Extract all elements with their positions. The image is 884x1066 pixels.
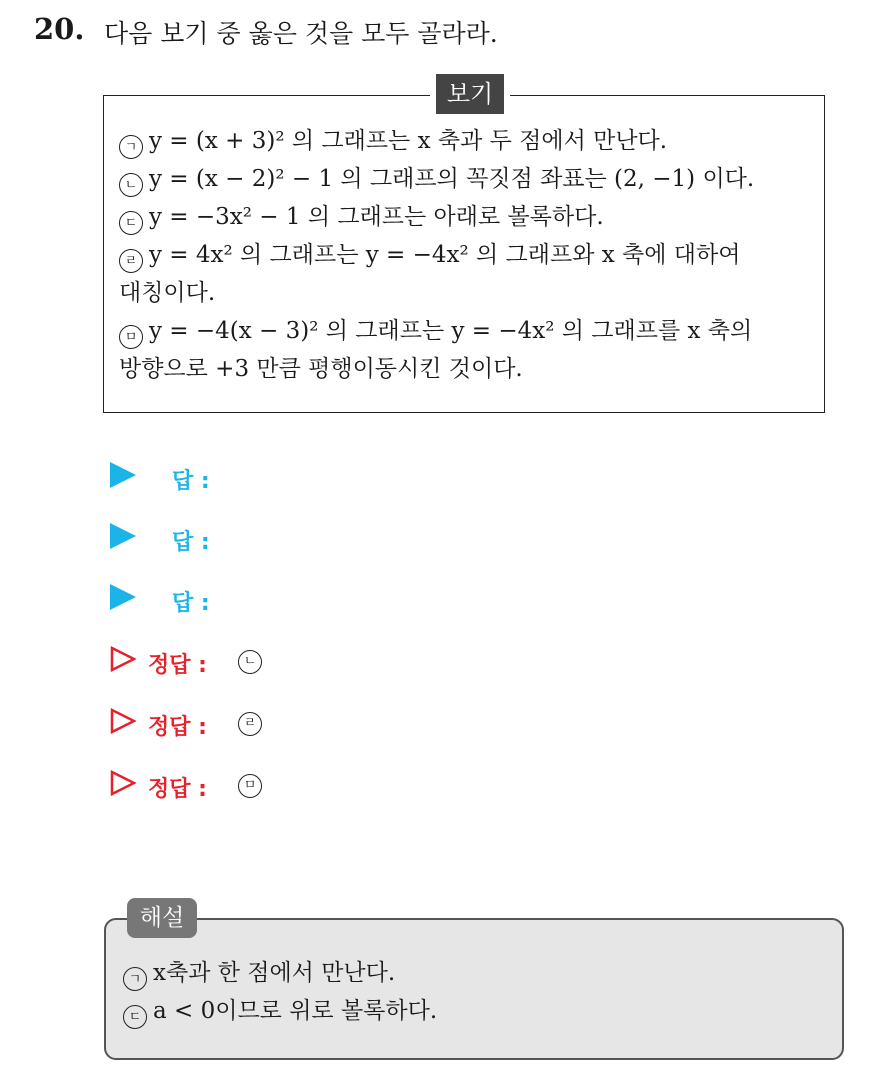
bogi-item-5: ㅁ y = −4(x − 3)² 의 그래프는 y = −4x² 의 그래프를 x 축의 <box>119 312 819 350</box>
answer-prompt-row <box>110 523 210 559</box>
correct-answer-label: 정답 : <box>148 777 207 802</box>
play-arrow-icon <box>110 462 136 488</box>
correct-answer-label: 정답 : <box>148 715 207 740</box>
outline-arrow-icon <box>110 708 136 734</box>
explanation-line: ㄷ a < 0이므로 위로 볼록하다. <box>123 992 437 1030</box>
bogi-item-3: ㄷ y = −3x² − 1 의 그래프는 아래로 볼록하다. <box>119 198 819 236</box>
answer-prompt-label: 답 : <box>172 591 210 616</box>
answer-prompt-label: 답 : <box>172 530 210 555</box>
explanation-lines <box>123 954 437 1030</box>
question-text: 다음 보기 중 옳은 것을 모두 골라라. <box>104 19 498 48</box>
bogi-item-4-cont: 대칭이다. <box>119 280 216 306</box>
correct-answer-row <box>110 708 257 744</box>
answer-prompt-row <box>110 584 210 620</box>
bogi-items <box>119 122 819 388</box>
bogi-item-1: ㄱ y = (x + 3)² 의 그래프는 x 축과 두 점에서 만난다. <box>119 122 819 160</box>
outline-arrow-icon <box>110 646 136 672</box>
bogi-label: 보기 <box>430 74 510 114</box>
symbol-giyeok-icon: ㄱ <box>119 135 143 159</box>
symbol-giyeok-icon: ㄱ <box>123 967 147 991</box>
explanation-label: 해설 <box>127 898 197 938</box>
correct-answer-label: 정답 : <box>148 653 207 678</box>
bogi-item-4: ㄹ y = 4x² 의 그래프는 y = −4x² 의 그래프와 x 축에 대하여 <box>119 236 819 274</box>
bogi-item-5-cont: 방향으로 +3 만큼 평행이동시킨 것이다. <box>119 356 523 382</box>
symbol-digeut-icon: ㄷ <box>119 211 143 235</box>
symbol-nieun-icon: ㄴ <box>119 173 143 197</box>
correct-answer-row <box>110 646 257 682</box>
answer-symbol-icon: ㄹ <box>238 712 262 736</box>
answer-symbol-icon: ㄴ <box>238 650 262 674</box>
symbol-rieul-icon: ㄹ <box>119 249 143 273</box>
correct-answer-row <box>110 770 257 806</box>
question-number: 20. <box>34 12 85 46</box>
symbol-mieum-icon: ㅁ <box>119 325 143 349</box>
answer-symbol-icon: ㅁ <box>238 774 262 798</box>
explanation-line: ㄱ x축과 한 점에서 만난다. <box>123 954 437 992</box>
answer-prompt-row <box>110 462 210 498</box>
answer-prompt-label: 답 : <box>172 469 210 494</box>
symbol-digeut-icon: ㄷ <box>123 1005 147 1029</box>
outline-arrow-icon <box>110 770 136 796</box>
play-arrow-icon <box>110 523 136 549</box>
play-arrow-icon <box>110 584 136 610</box>
bogi-item-2: ㄴ y = (x − 2)² − 1 의 그래프의 꼭짓점 좌표는 (2, −1) 이다. <box>119 160 819 198</box>
